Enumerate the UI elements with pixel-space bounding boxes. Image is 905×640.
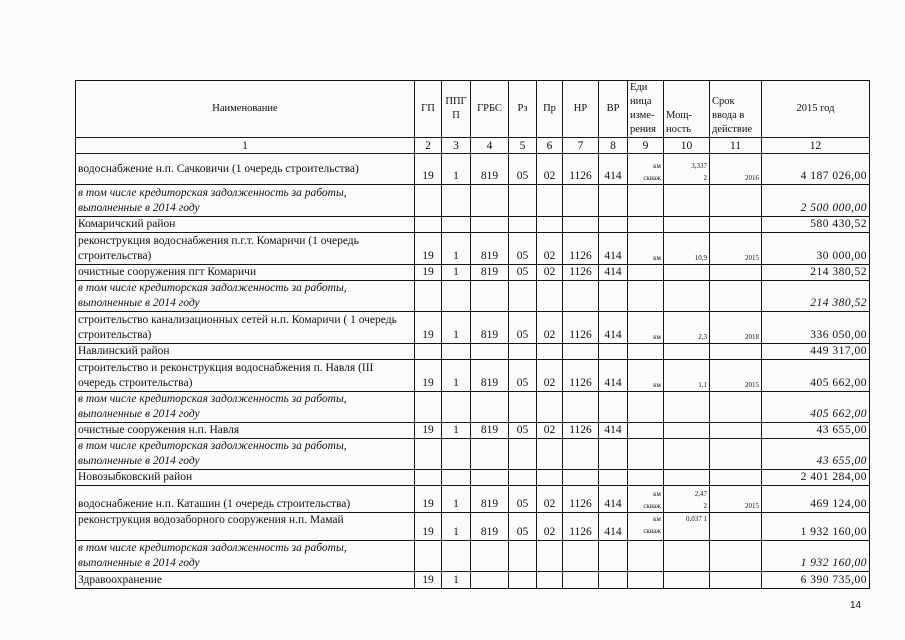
header-grbs: ГРБС xyxy=(471,81,509,138)
amount-2015-cell: 336 050,00 xyxy=(762,312,870,344)
capacity-cell xyxy=(664,265,710,281)
amount-2015-cell: 1 932 160,00 xyxy=(762,541,870,572)
unit-cell xyxy=(628,541,664,572)
nr-cell: 1126 xyxy=(563,154,599,185)
unit-cell xyxy=(628,217,664,233)
commissioning-year-cell: 2015 xyxy=(710,360,762,392)
item-name-cell: Комаричский район xyxy=(76,217,415,233)
table-row xyxy=(76,360,870,392)
nr-cell xyxy=(563,439,599,470)
commissioning-year-cell: 2015 xyxy=(710,486,762,513)
amount-2015-cell: 405 662,00 xyxy=(762,360,870,392)
gp-cell: 19 xyxy=(415,486,442,513)
amount-2015-cell: 469 124,00 xyxy=(762,486,870,513)
vr-cell xyxy=(599,281,628,312)
gp-cell xyxy=(415,217,442,233)
item-name-cell: в том числе кредиторская задолженность за работы, выполненные в 2014 году xyxy=(76,185,415,217)
amount-2015-cell: 214 380,52 xyxy=(762,281,870,312)
ppgp-cell: 1 xyxy=(442,513,471,541)
capacity-cell: 3,337 2 xyxy=(664,154,710,185)
debt-subtotal-row xyxy=(76,392,870,423)
vr-cell: 414 xyxy=(599,486,628,513)
table-row xyxy=(76,265,870,281)
amount-2015-cell: 405 662,00 xyxy=(762,392,870,423)
nr-cell: 1126 xyxy=(563,233,599,265)
pr-cell: 02 xyxy=(537,312,563,344)
rz-cell: 05 xyxy=(509,233,537,265)
commissioning-year-cell xyxy=(710,541,762,572)
item-name-cell: очистные сооружения пгт Комаричи xyxy=(76,265,415,281)
pr-cell: 02 xyxy=(537,423,563,439)
grbs-cell xyxy=(471,541,509,572)
unit-cell: км xyxy=(628,233,664,265)
grbs-cell xyxy=(471,217,509,233)
grbs-cell xyxy=(471,281,509,312)
rz-cell xyxy=(509,344,537,360)
capacity-cell: 1,1 xyxy=(664,360,710,392)
vr-cell xyxy=(599,572,628,589)
column-number: 2 xyxy=(415,138,442,154)
nr-cell xyxy=(563,185,599,217)
unit-cell xyxy=(628,185,664,217)
rz-cell xyxy=(509,572,537,589)
rz-cell xyxy=(509,439,537,470)
unit-cell xyxy=(628,344,664,360)
commissioning-year-cell xyxy=(710,344,762,360)
table-body xyxy=(76,154,870,589)
table-row xyxy=(76,486,870,513)
unit-cell: км скваж xyxy=(628,486,664,513)
pr-cell xyxy=(537,470,563,486)
vr-cell: 414 xyxy=(599,312,628,344)
commissioning-year-cell: 2016 xyxy=(710,154,762,185)
pr-cell: 02 xyxy=(537,486,563,513)
amount-2015-cell: 214 380,52 xyxy=(762,265,870,281)
vr-cell: 414 xyxy=(599,233,628,265)
item-name-cell: водоснабжение н.п. Сачковичи (1 очередь строительства) xyxy=(76,154,415,185)
rz-cell xyxy=(509,470,537,486)
nr-cell xyxy=(563,217,599,233)
pr-cell: 02 xyxy=(537,513,563,541)
rz-cell xyxy=(509,217,537,233)
item-name-cell: в том числе кредиторская задолженность за работы, выполненные в 2014 году xyxy=(76,281,415,312)
ppgp-cell: 1 xyxy=(442,360,471,392)
header-capacity: Мощ- ность xyxy=(664,81,710,138)
amount-2015-cell: 4 187 026,00 xyxy=(762,154,870,185)
commissioning-year-cell: 2018 xyxy=(710,312,762,344)
pr-cell xyxy=(537,541,563,572)
rz-cell: 05 xyxy=(509,360,537,392)
rz-cell: 05 xyxy=(509,312,537,344)
capacity-cell xyxy=(664,541,710,572)
vr-cell xyxy=(599,185,628,217)
ppgp-cell: 1 xyxy=(442,572,471,589)
capacity-cell: 2,3 xyxy=(664,312,710,344)
pr-cell xyxy=(537,392,563,423)
header-ppgp: ППГ П xyxy=(442,81,471,138)
column-number: 9 xyxy=(628,138,664,154)
commissioning-year-cell xyxy=(710,217,762,233)
pr-cell: 02 xyxy=(537,265,563,281)
item-name-cell: очистные сооружения н.п. Навля xyxy=(76,423,415,439)
pr-cell xyxy=(537,185,563,217)
capacity-cell xyxy=(664,344,710,360)
rz-cell: 05 xyxy=(509,265,537,281)
rz-cell xyxy=(509,281,537,312)
column-number: 12 xyxy=(762,138,870,154)
budget-table xyxy=(75,80,870,589)
capacity-cell: 0,037 1 xyxy=(664,513,710,541)
amount-2015-cell: 2 500 000,00 xyxy=(762,185,870,217)
pr-cell xyxy=(537,344,563,360)
item-name-cell: водоснабжение н.п. Каташин (1 очередь строительства) xyxy=(76,486,415,513)
amount-2015-cell: 30 000,00 xyxy=(762,233,870,265)
gp-cell: 19 xyxy=(415,360,442,392)
unit-cell xyxy=(628,439,664,470)
commissioning-year-cell xyxy=(710,185,762,217)
nr-cell xyxy=(563,541,599,572)
capacity-cell xyxy=(664,423,710,439)
nr-cell: 1126 xyxy=(563,486,599,513)
header-pr: Пр xyxy=(537,81,563,138)
unit-cell xyxy=(628,423,664,439)
ppgp-cell: 1 xyxy=(442,486,471,513)
pr-cell: 02 xyxy=(537,360,563,392)
ppgp-cell xyxy=(442,281,471,312)
ppgp-cell xyxy=(442,541,471,572)
commissioning-year-cell xyxy=(710,572,762,589)
unit-cell xyxy=(628,281,664,312)
grbs-cell: 819 xyxy=(471,154,509,185)
column-number: 1 xyxy=(76,138,415,154)
gp-cell: 19 xyxy=(415,312,442,344)
column-number: 3 xyxy=(442,138,471,154)
header-unit: Еди ница изме- рения xyxy=(628,81,664,138)
unit-cell xyxy=(628,265,664,281)
column-number: 8 xyxy=(599,138,628,154)
item-name-cell: Навлинский район xyxy=(76,344,415,360)
unit-cell: км xyxy=(628,360,664,392)
vr-cell xyxy=(599,541,628,572)
grbs-cell xyxy=(471,439,509,470)
vr-cell xyxy=(599,217,628,233)
column-number: 10 xyxy=(664,138,710,154)
commissioning-year-cell: 2015 xyxy=(710,233,762,265)
gp-cell xyxy=(415,185,442,217)
nr-cell xyxy=(563,281,599,312)
grbs-cell: 819 xyxy=(471,486,509,513)
nr-cell: 1126 xyxy=(563,312,599,344)
table-row xyxy=(76,312,870,344)
grbs-cell xyxy=(471,572,509,589)
rz-cell: 05 xyxy=(509,423,537,439)
amount-2015-cell: 43 655,00 xyxy=(762,423,870,439)
ppgp-cell: 1 xyxy=(442,154,471,185)
header-rz: Рз xyxy=(509,81,537,138)
rz-cell: 05 xyxy=(509,513,537,541)
gp-cell xyxy=(415,470,442,486)
table-row xyxy=(76,154,870,185)
header-name: Наименование xyxy=(76,81,415,138)
vr-cell: 414 xyxy=(599,154,628,185)
debt-subtotal-row xyxy=(76,281,870,312)
column-number: 11 xyxy=(710,138,762,154)
header-gp: ГП xyxy=(415,81,442,138)
ppgp-cell: 1 xyxy=(442,233,471,265)
page-number: 14 xyxy=(850,600,862,611)
table-header xyxy=(76,81,870,154)
amount-2015-cell: 43 655,00 xyxy=(762,439,870,470)
vr-cell: 414 xyxy=(599,513,628,541)
unit-cell: км скваж xyxy=(628,513,664,541)
vr-cell: 414 xyxy=(599,360,628,392)
table-row xyxy=(76,423,870,439)
item-name-cell: Здравоохранение xyxy=(76,572,415,589)
amount-2015-cell: 6 390 735,00 xyxy=(762,572,870,589)
grbs-cell: 819 xyxy=(471,360,509,392)
item-name-cell: в том числе кредиторская задолженность за работы, выполненные в 2014 году xyxy=(76,392,415,423)
capacity-cell xyxy=(664,281,710,312)
nr-cell xyxy=(563,470,599,486)
pr-cell xyxy=(537,439,563,470)
capacity-cell xyxy=(664,470,710,486)
capacity-cell xyxy=(664,439,710,470)
capacity-cell xyxy=(664,217,710,233)
rz-cell: 05 xyxy=(509,154,537,185)
vr-cell: 414 xyxy=(599,265,628,281)
nr-cell xyxy=(563,344,599,360)
pr-cell: 02 xyxy=(537,154,563,185)
item-name-cell: в том числе кредиторская задолженность за работы, выполненные в 2014 году xyxy=(76,541,415,572)
region-row xyxy=(76,344,870,360)
item-name-cell: в том числе кредиторская задолженность за работы, выполненные в 2014 году xyxy=(76,439,415,470)
item-name-cell: строительство канализационных сетей н.п. Комаричи ( 1 очередь строительства) xyxy=(76,312,415,344)
debt-subtotal-row xyxy=(76,185,870,217)
grbs-cell xyxy=(471,470,509,486)
vr-cell xyxy=(599,470,628,486)
table-row xyxy=(76,513,870,541)
unit-cell xyxy=(628,392,664,423)
amount-2015-cell: 580 430,52 xyxy=(762,217,870,233)
table-row xyxy=(76,233,870,265)
grbs-cell: 819 xyxy=(471,423,509,439)
item-name-cell: Новозыбковский район xyxy=(76,470,415,486)
nr-cell: 1126 xyxy=(563,513,599,541)
gp-cell: 19 xyxy=(415,423,442,439)
ppgp-cell xyxy=(442,217,471,233)
grbs-cell: 819 xyxy=(471,233,509,265)
column-number: 4 xyxy=(471,138,509,154)
nr-cell xyxy=(563,392,599,423)
rz-cell xyxy=(509,185,537,217)
amount-2015-cell: 449 317,00 xyxy=(762,344,870,360)
grbs-cell: 819 xyxy=(471,265,509,281)
region-row xyxy=(76,470,870,486)
grbs-cell: 819 xyxy=(471,312,509,344)
commissioning-year-cell xyxy=(710,265,762,281)
capacity-cell xyxy=(664,392,710,423)
capacity-cell xyxy=(664,185,710,217)
unit-cell: км скваж xyxy=(628,154,664,185)
pr-cell xyxy=(537,217,563,233)
debt-subtotal-row xyxy=(76,439,870,470)
grbs-cell: 819 xyxy=(471,513,509,541)
ppgp-cell xyxy=(442,470,471,486)
amount-2015-cell: 2 401 284,00 xyxy=(762,470,870,486)
header-commissioning-year: Срок ввода в действие xyxy=(710,81,762,138)
column-number: 5 xyxy=(509,138,537,154)
vr-cell xyxy=(599,344,628,360)
nr-cell: 1126 xyxy=(563,360,599,392)
ppgp-cell: 1 xyxy=(442,312,471,344)
vr-cell xyxy=(599,439,628,470)
rz-cell xyxy=(509,541,537,572)
gp-cell: 19 xyxy=(415,265,442,281)
capacity-cell xyxy=(664,572,710,589)
section-total-row xyxy=(76,572,870,589)
header-amount-2015: 2015 год xyxy=(762,81,870,138)
rz-cell: 05 xyxy=(509,486,537,513)
capacity-cell: 10,9 xyxy=(664,233,710,265)
grbs-cell xyxy=(471,392,509,423)
gp-cell xyxy=(415,392,442,423)
pr-cell xyxy=(537,572,563,589)
gp-cell xyxy=(415,344,442,360)
pr-cell: 02 xyxy=(537,233,563,265)
ppgp-cell xyxy=(442,185,471,217)
item-name-cell: реконструкция водоснабжения п.г.т. Комаричи (1 очередь строительства) xyxy=(76,233,415,265)
ppgp-cell xyxy=(442,344,471,360)
nr-cell: 1126 xyxy=(563,265,599,281)
commissioning-year-cell xyxy=(710,423,762,439)
gp-cell: 19 xyxy=(415,513,442,541)
vr-cell: 414 xyxy=(599,423,628,439)
column-number: 6 xyxy=(537,138,563,154)
nr-cell xyxy=(563,572,599,589)
commissioning-year-cell xyxy=(710,439,762,470)
capacity-cell: 2,47 2 xyxy=(664,486,710,513)
gp-cell xyxy=(415,281,442,312)
grbs-cell xyxy=(471,344,509,360)
item-name-cell: строительство и реконструкция водоснабжения п. Навля (III очередь строительства) xyxy=(76,360,415,392)
commissioning-year-cell xyxy=(710,392,762,423)
header-nr: НР xyxy=(563,81,599,138)
unit-cell xyxy=(628,470,664,486)
gp-cell xyxy=(415,439,442,470)
column-numbers-row xyxy=(76,138,870,154)
unit-cell xyxy=(628,572,664,589)
pr-cell xyxy=(537,281,563,312)
vr-cell xyxy=(599,392,628,423)
ppgp-cell xyxy=(442,439,471,470)
item-name-cell: реконструкция водозаборного сооружения н.п. Мамай xyxy=(76,513,415,541)
ppgp-cell xyxy=(442,392,471,423)
unit-cell: км xyxy=(628,312,664,344)
grbs-cell xyxy=(471,185,509,217)
debt-subtotal-row xyxy=(76,541,870,572)
nr-cell: 1126 xyxy=(563,423,599,439)
amount-2015-cell: 1 932 160,00 xyxy=(762,513,870,541)
gp-cell: 19 xyxy=(415,154,442,185)
ppgp-cell: 1 xyxy=(442,265,471,281)
region-row xyxy=(76,217,870,233)
rz-cell xyxy=(509,392,537,423)
gp-cell: 19 xyxy=(415,233,442,265)
header-vr: ВР xyxy=(599,81,628,138)
commissioning-year-cell xyxy=(710,281,762,312)
gp-cell xyxy=(415,541,442,572)
ppgp-cell: 1 xyxy=(442,423,471,439)
column-number: 7 xyxy=(563,138,599,154)
header-row xyxy=(76,81,870,138)
commissioning-year-cell xyxy=(710,470,762,486)
commissioning-year-cell xyxy=(710,513,762,541)
gp-cell: 19 xyxy=(415,572,442,589)
